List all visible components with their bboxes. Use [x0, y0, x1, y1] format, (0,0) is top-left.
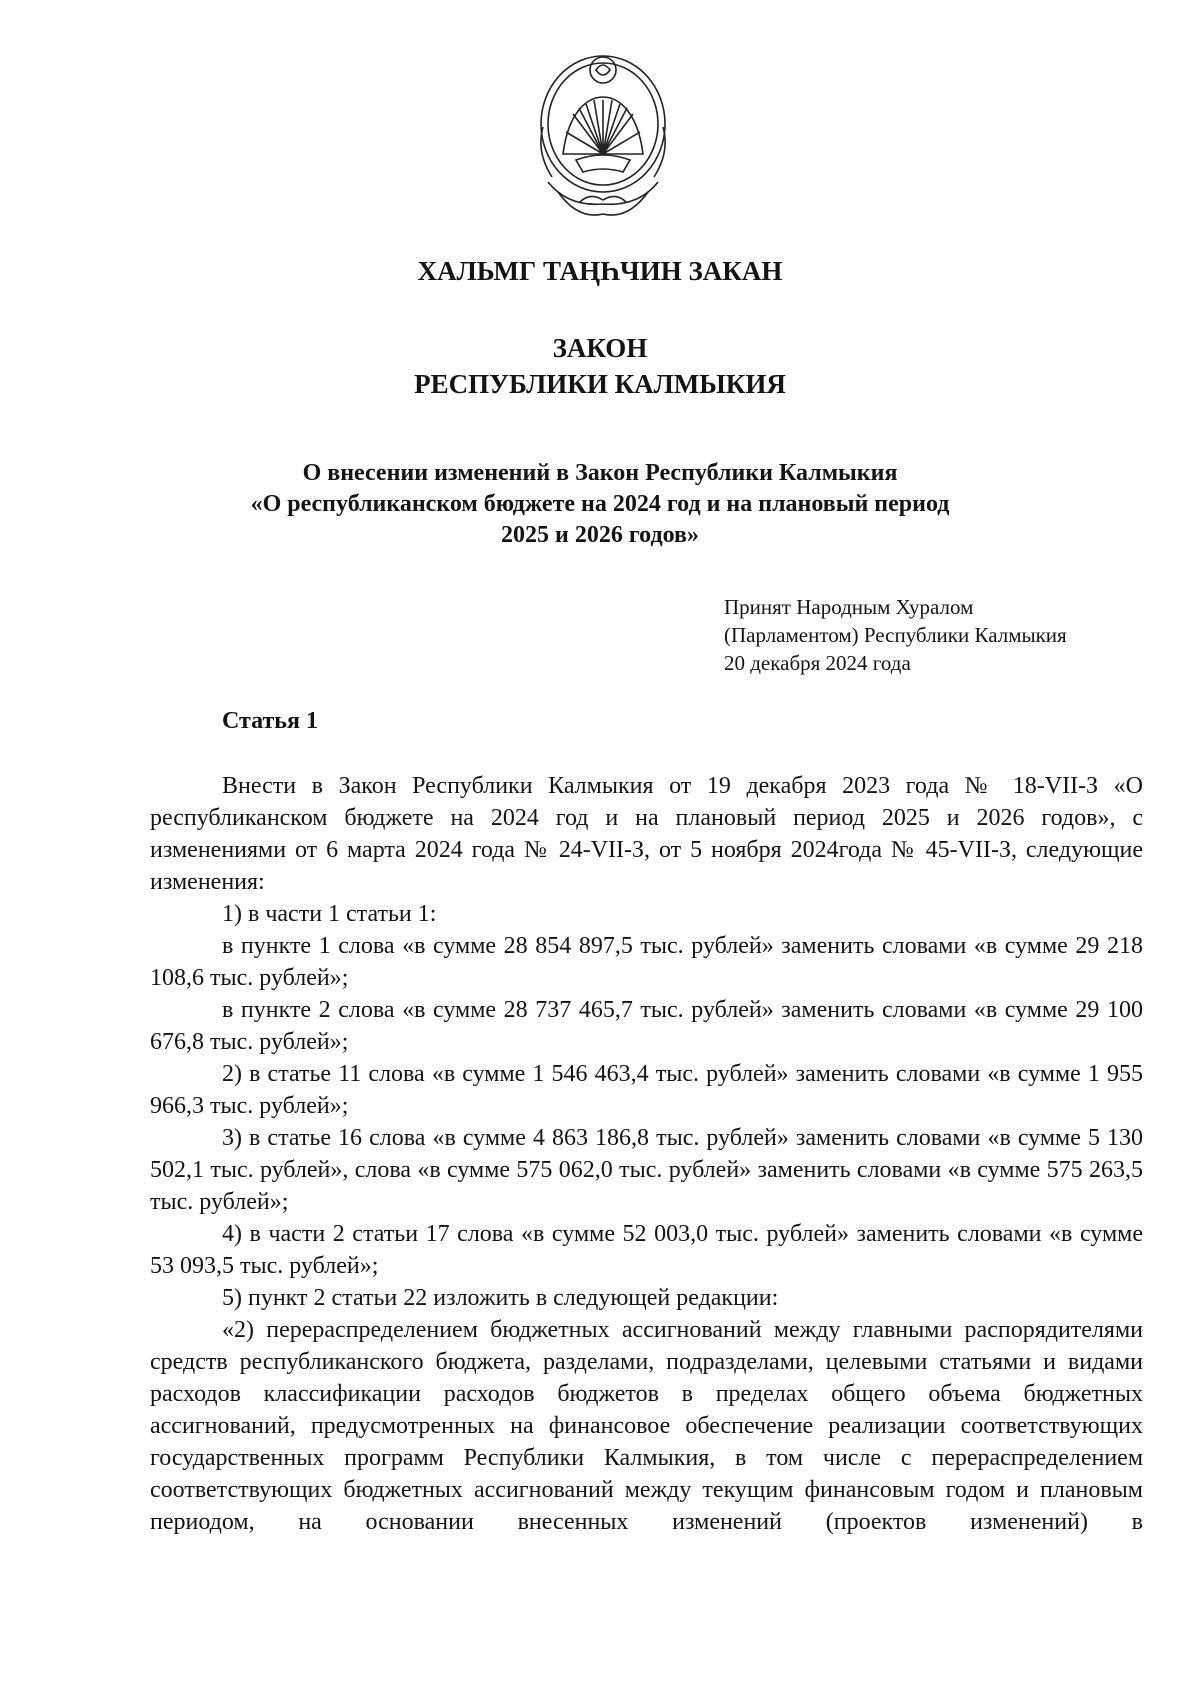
adoption-date: 20 декабря 2024 года — [724, 651, 911, 675]
article-paragraph: в пункте 1 слова «в сумме 28 854 897,5 тыс. рублей» заменить словами «в сумме 29 218 108,6 тыс. рублей»; — [150, 933, 1143, 991]
law-subject-line: «О республиканском бюджете на 2024 год и на плановый период — [250, 491, 950, 517]
article-paragraph: 5) пункт 2 статьи 22 изложить в следующей редакции: — [222, 1285, 779, 1311]
article-paragraph: 1) в части 1 статьи 1: — [222, 901, 437, 927]
adoption-line: (Парламентом) Республики Калмыкия — [724, 623, 1067, 647]
law-title — [0, 330, 1200, 402]
article-paragraph: 3) в статье 16 слова «в сумме 4 863 186,8 тыс. рублей» заменить словами «в сумме 5 130 502,1 тыс. рублей», слова «в сумме 575 062,0 тыс. рублей» заменить словами «в сумме 575 263,5 тыс. рублей»; — [150, 1125, 1143, 1215]
adoption-line: Принят Народным Хуралом — [724, 595, 974, 619]
article-paragraph: «2) перераспределением бюджетных ассигнований между главными распорядителями средств республиканского бюджета, разделами, подразделами, целевыми статьями и видами расходов классификации расходов бюджетов в пределах общего объема бюджетных ассигнований, предусмотренных на финансовое обеспечение реализации соответствующих государственных программ Республики Калмыкия, в том числе с перераспределением соответствующих бюджетных ассигнований между текущим финансовым годом и плановым периодом, на основании внесенных изменений (проектов изменений) в — [150, 1317, 1143, 1535]
law-title-line: ЗАКОН — [552, 333, 648, 363]
article-paragraph: 4) в части 2 статьи 17 слова «в сумме 52 003,0 тыс. рублей» заменить словами «в сумме 53 093,5 тыс. рублей»; — [150, 1221, 1143, 1279]
law-subject — [0, 458, 1200, 551]
article-paragraph: 2) в статье 11 слова «в сумме 1 546 463,4 тыс. рублей» заменить словами «в сумме 1 955 966,3 тыс. рублей»; — [150, 1061, 1143, 1119]
adoption-note — [724, 593, 1067, 677]
law-subject-line: 2025 и 2026 годов» — [501, 522, 699, 548]
law-title-line: РЕСПУБЛИКИ КАЛМЫКИЯ — [414, 369, 786, 399]
article-paragraph: Внести в Закон Республики Калмыкия от 19 декабря 2023 года № 18-VII-З «О республиканском бюджете на 2024 год и на плановый период 2025 и 2026 годов», с изменениями от 6 марта 2024 года № 24-VII-З, от 5 ноября 2024года № 45-VII-З, следующие изменения: — [150, 773, 1143, 895]
law-subject-line: О внесении изменений в Закон Республики Калмыкия — [302, 460, 898, 486]
kalmykia-emblem — [528, 42, 678, 227]
article-title: Статья 1 — [222, 708, 318, 734]
kalmyk-law-title: ХАЛЬМГ ТАҢҺЧИН ЗАКАН — [417, 256, 783, 286]
article-body — [150, 770, 1143, 1538]
article-paragraph: в пункте 2 слова «в сумме 28 737 465,7 тыс. рублей» заменить словами «в сумме 29 100 676,8 тыс. рублей»; — [150, 997, 1143, 1055]
